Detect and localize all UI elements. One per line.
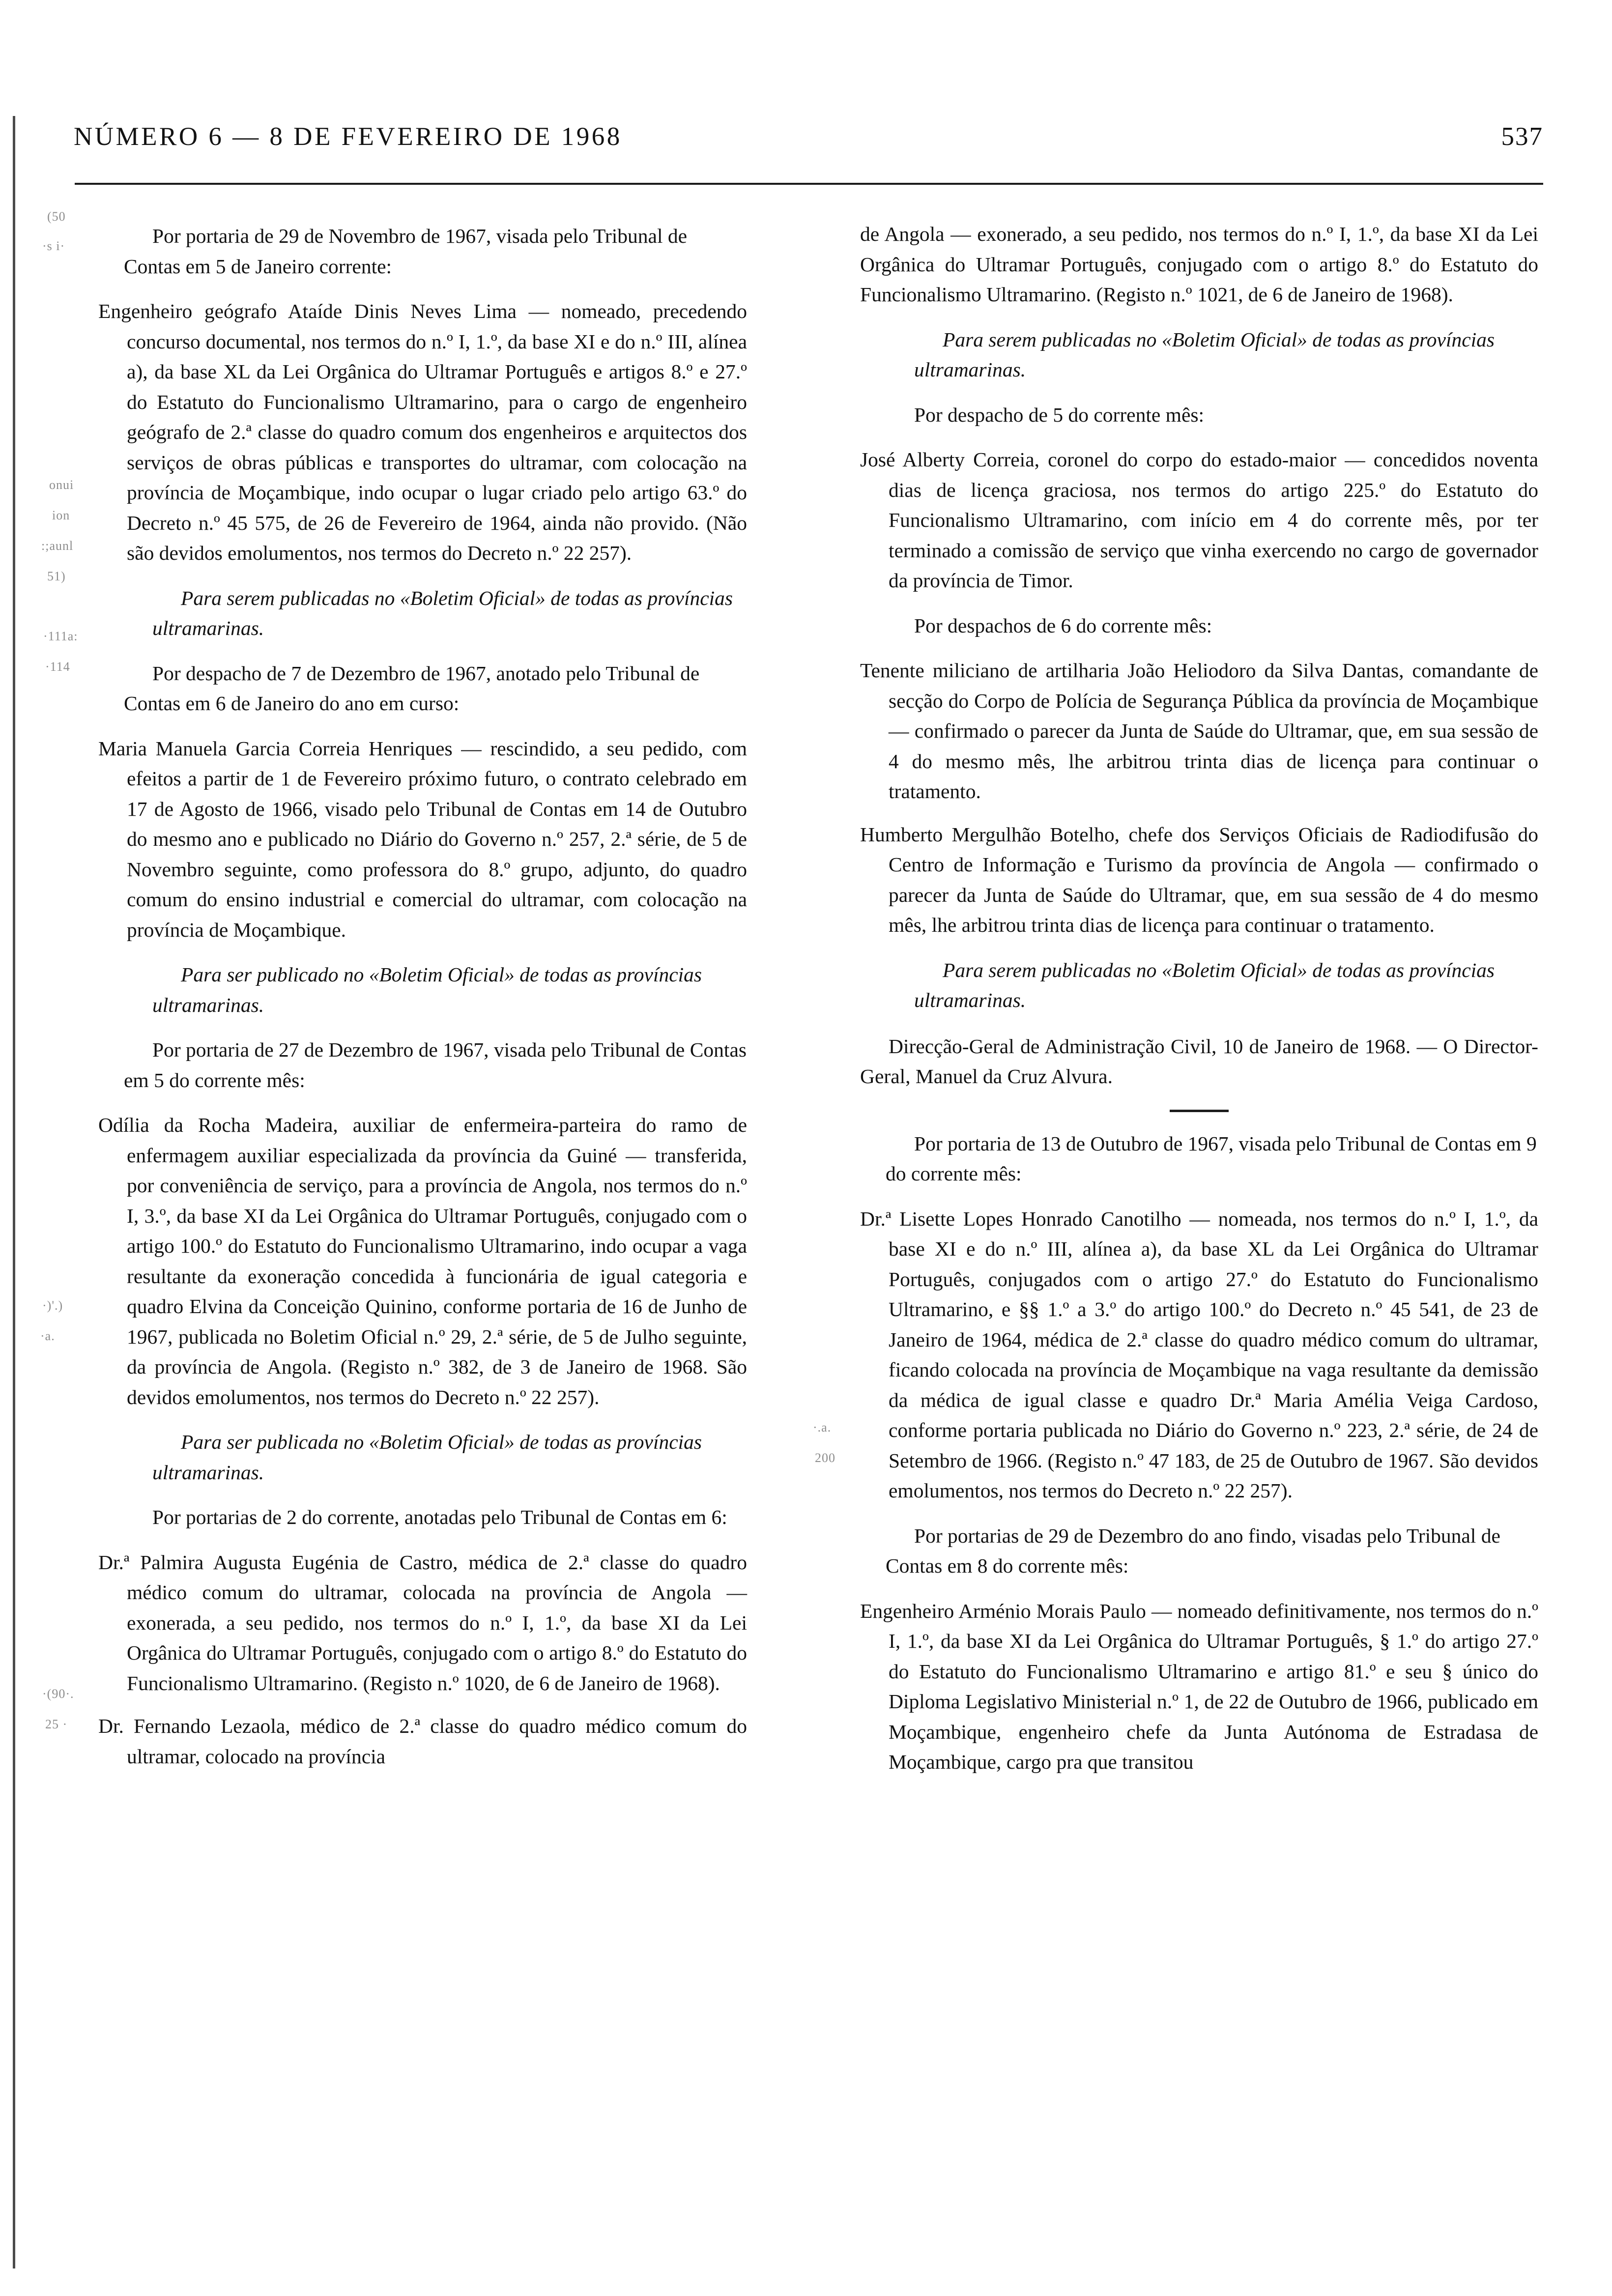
scan-mark: ·a. xyxy=(40,1329,55,1343)
paragraph-intro: Por portaria de 13 de Outubro de 1967, visada pelo Tribunal de Contas em 9 do corrente mês: xyxy=(886,1132,1537,1185)
signature-line: Direcção-Geral de Administração Civil, 10 de Janeiro de 1968. — O Director-Geral, Manuel da Cruz Alvura. xyxy=(860,1034,1538,1088)
section-separator-rule xyxy=(1170,1110,1229,1112)
scan-mark: onui xyxy=(49,478,74,492)
paragraph-entry: Odília da Rocha Madeira, auxiliar de enfermeira-parteira do ramo de enfermagem auxiliar especializada da província da Guiné — transferida, por conveniência de serviço, para a província de Angola, nos termos do n.º I, 3.º, da base XI da Lei Orgânica do Ultramar Português, conjugado com o artigo 100.º do Estatuto do Funcionalismo Ultramarino, indo ocupar a vaga resultante da exoneração concedida à funcionária de igual categoria e quadro Elvina da Conceição Quinino, conforme portaria de 16 de Junho de 1967, publicada no Boletim Oficial n.º 29, 2.ª série, de 5 de Julho seguinte, da província de Angola. (Registo n.º 382, de 3 de Janeiro de 1968. São devidos emolumentos, nos termos do Decreto n.º 22 257). xyxy=(98,1114,747,1408)
scan-mark: :;aunl xyxy=(41,539,74,553)
header-divider-rule xyxy=(75,183,1543,185)
publication-note: Para ser publicado no «Boletim Oficial» de todas as províncias ultramarinas. xyxy=(152,963,702,1016)
publication-note: Para serem publicadas no «Boletim Oficial» de todas as províncias ultramarinas. xyxy=(914,328,1495,381)
paragraph-intro: Por despacho de 7 de Dezembro de 1967, anotado pelo Tribunal de Contas em 6 de Janeiro do ano em curso: xyxy=(124,661,700,715)
scan-mark: ·111a: xyxy=(43,629,78,643)
running-title: NÚMERO 6 — 8 DE FEVEREIRO DE 1968 xyxy=(74,122,622,151)
paragraph-intro: Por portarias de 29 de Dezembro do ano findo, visadas pelo Tribunal de Contas em 8 do corrente mês: xyxy=(886,1524,1500,1577)
paragraph-intro: Por portarias de 2 do corrente, anotadas pelo Tribunal de Contas em 6: xyxy=(152,1506,727,1528)
scan-mark: 51) xyxy=(47,569,66,583)
paragraph-entry-continued: de Angola — exonerado, a seu pedido, nos termos do n.º I, 1.º, da base XI da Lei Orgânica do Ultramar Português, conjugado com o artigo 8.º do Estatuto do Funcionalismo Ultramarino. (Registo n.º 1021, de 6 de Janeiro de 1968). xyxy=(860,223,1538,306)
scan-mark: ·114 xyxy=(45,660,70,674)
running-head xyxy=(74,122,1543,164)
scan-mark: ·.a. xyxy=(813,1420,832,1435)
paragraph-entry: Tenente miliciano de artilharia João Heliodoro da Silva Dantas, comandante de secção do Corpo de Polícia de Segurança Pública da província de Moçambique — confirmado o parecer da Junta de Saúde do Ultramar, que, em sua sessão de 4 do mesmo mês, lhe arbitrou trinta dias de licença para continuar o tratamento. xyxy=(860,659,1538,803)
page-number: 537 xyxy=(1501,122,1543,151)
paragraph-intro: Por despachos de 6 do corrente mês: xyxy=(914,614,1212,637)
publication-note: Para serem publicadas no «Boletim Oficial» de todas as províncias ultramarinas. xyxy=(152,586,733,639)
publication-note: Para ser publicada no «Boletim Oficial» de todas as províncias ultramarinas. xyxy=(152,1431,702,1484)
scan-mark: ·s i· xyxy=(42,239,65,253)
scan-mark: 25 · xyxy=(45,1717,68,1731)
paragraph-entry: José Alberty Correia, coronel do corpo do estado-maior — concedidos noventa dias de licença graciosa, nos termos do artigo 225.º do Estatuto do Funcionalismo Ultramarino, com início em 4 do corrente mês, por ter terminado a comissão de serviço que vinha exercendo no cargo de governador da província de Timor. xyxy=(860,448,1538,592)
publication-note: Para serem publicadas no «Boletim Oficial» de todas as províncias ultramarinas. xyxy=(914,958,1495,1011)
left-column xyxy=(0,206,806,2276)
paragraph-entry: Dr. Fernando Lezaola, médico de 2.ª classe do quadro médico comum do ultramar, colocado na província xyxy=(98,1715,747,1768)
scan-mark: ion xyxy=(52,508,70,522)
scan-mark: ·(90·. xyxy=(42,1687,74,1701)
paragraph-entry: Engenheiro Arménio Morais Paulo — nomeado definitivamente, nos termos do n.º I, 1.º, da base XI da Lei Orgânica do Ultramar Português, § 1.º do artigo 27.º do Estatuto do Funcionalismo Ultramarino e artigo 81.º e seu § único do Diploma Legislativo Ministerial n.º 1, de 22 de Outubro de 1966, publicado em Moçambique, engenheiro chefe da Junta Autónoma de Estradasa de Moçambique, cargo pra que transitou xyxy=(860,1599,1538,1773)
right-column xyxy=(806,206,1612,2276)
paragraph-entry: Humberto Mergulhão Botelho, chefe dos Serviços Oficiais de Radiodifusão do Centro de Informação e Turismo da província de Angola — confirmado o parecer da Junta de Saúde do Ultramar, que, em sua sessão de 4 do mesmo mês, lhe arbitrou trinta dias de licença para continuar o tratamento. xyxy=(860,823,1538,936)
paragraph-intro: Por portaria de 29 de Novembro de 1967, visada pelo Tribunal de Contas em 5 de Janeiro corrente: xyxy=(124,225,688,278)
paragraph-intro: Por portaria de 27 de Dezembro de 1967, visada pelo Tribunal de Contas em 5 do corrente mês: xyxy=(124,1038,747,1091)
scan-mark: ·)'.) xyxy=(42,1298,63,1313)
paragraph-entry: Dr.ª Palmira Augusta Eugénia de Castro, médica de 2.ª classe do quadro médico comum do ultramar, colocada na província de Angola — exonerada, a seu pedido, nos termos do n.º I, 1.º, da base XI da Lei Orgânica do Ultramar Português, conjugado com o artigo 8.º do Estatuto do Funcionalismo Ultramarino. (Registo n.º 1020, de 6 de Janeiro de 1968). xyxy=(98,1550,747,1694)
scan-mark: 200 xyxy=(815,1451,835,1465)
scan-mark: (50 xyxy=(47,209,66,224)
paragraph-entry: Maria Manuela Garcia Correia Henriques — rescindido, a seu pedido, com efeitos a partir de 1 de Fevereiro próximo futuro, o contrato celebrado em 17 de Agosto de 1966, visado pelo Tribunal de Contas em 14 de Outubro do mesmo ano e publicado no Diário do Governo n.º 257, 2.ª série, de 5 de Novembro seguinte, como professora do 8.º grupo, adjunto, do quadro comum do ensino industrial e comercial do ultramar, com colocação na província de Moçambique. xyxy=(98,737,747,941)
body-columns xyxy=(0,206,1612,2276)
paragraph-intro: Por despacho de 5 do corrente mês: xyxy=(914,403,1205,426)
paragraph-entry: Engenheiro geógrafo Ataíde Dinis Neves Lima — nomeado, precedendo concurso documental, nos termos do n.º I, 1.º, da base XI e do n.º III, alínea a), da base XL da Lei Orgânica do Ultramar Português e artigos 8.º e 27.º do Estatuto do Funcionalismo Ultramarino, para o cargo de engenheiro geógrafo de 2.ª classe do quadro comum dos engenheiros e arquitectos dos serviços de obras públicas e transportes do ultramar, com colocação na província de Moçambique, indo ocupar o lugar criado pelo artigo 63.º do Decreto n.º 45 575, de 26 de Fevereiro de 1964, ainda não provido. (Não são devidos emolumentos, nos termos do Decreto n.º 22 257). xyxy=(98,300,747,564)
paragraph-entry: Dr.ª Lisette Lopes Honrado Canotilho — nomeada, nos termos do n.º I, 1.º, da base XI e do n.º III, alínea a), da base XL da Lei Orgânica do Ultramar Português, conjugados com o artigo 27.º do Estatuto do Funcionalismo Ultramarino, e §§ 1.º a 3.º do artigo 100.º do Decreto n.º 45 541, de 23 de Janeiro de 1964, médica de 2.ª classe do quadro médico comum do ultramar, ficando colocada na província de Moçambique na vaga resultante da demissão da médica de igual classe e quadro Dr.ª Maria Amélia Veiga Cardoso, conforme portaria publicada no Diário do Governo n.º 223, 2.ª série, de 24 de Setembro de 1966. (Registo n.º 47 183, de 25 de Outubro de 1967. São devidos emolumentos, nos termos do Decreto n.º 22 257). xyxy=(860,1207,1538,1502)
